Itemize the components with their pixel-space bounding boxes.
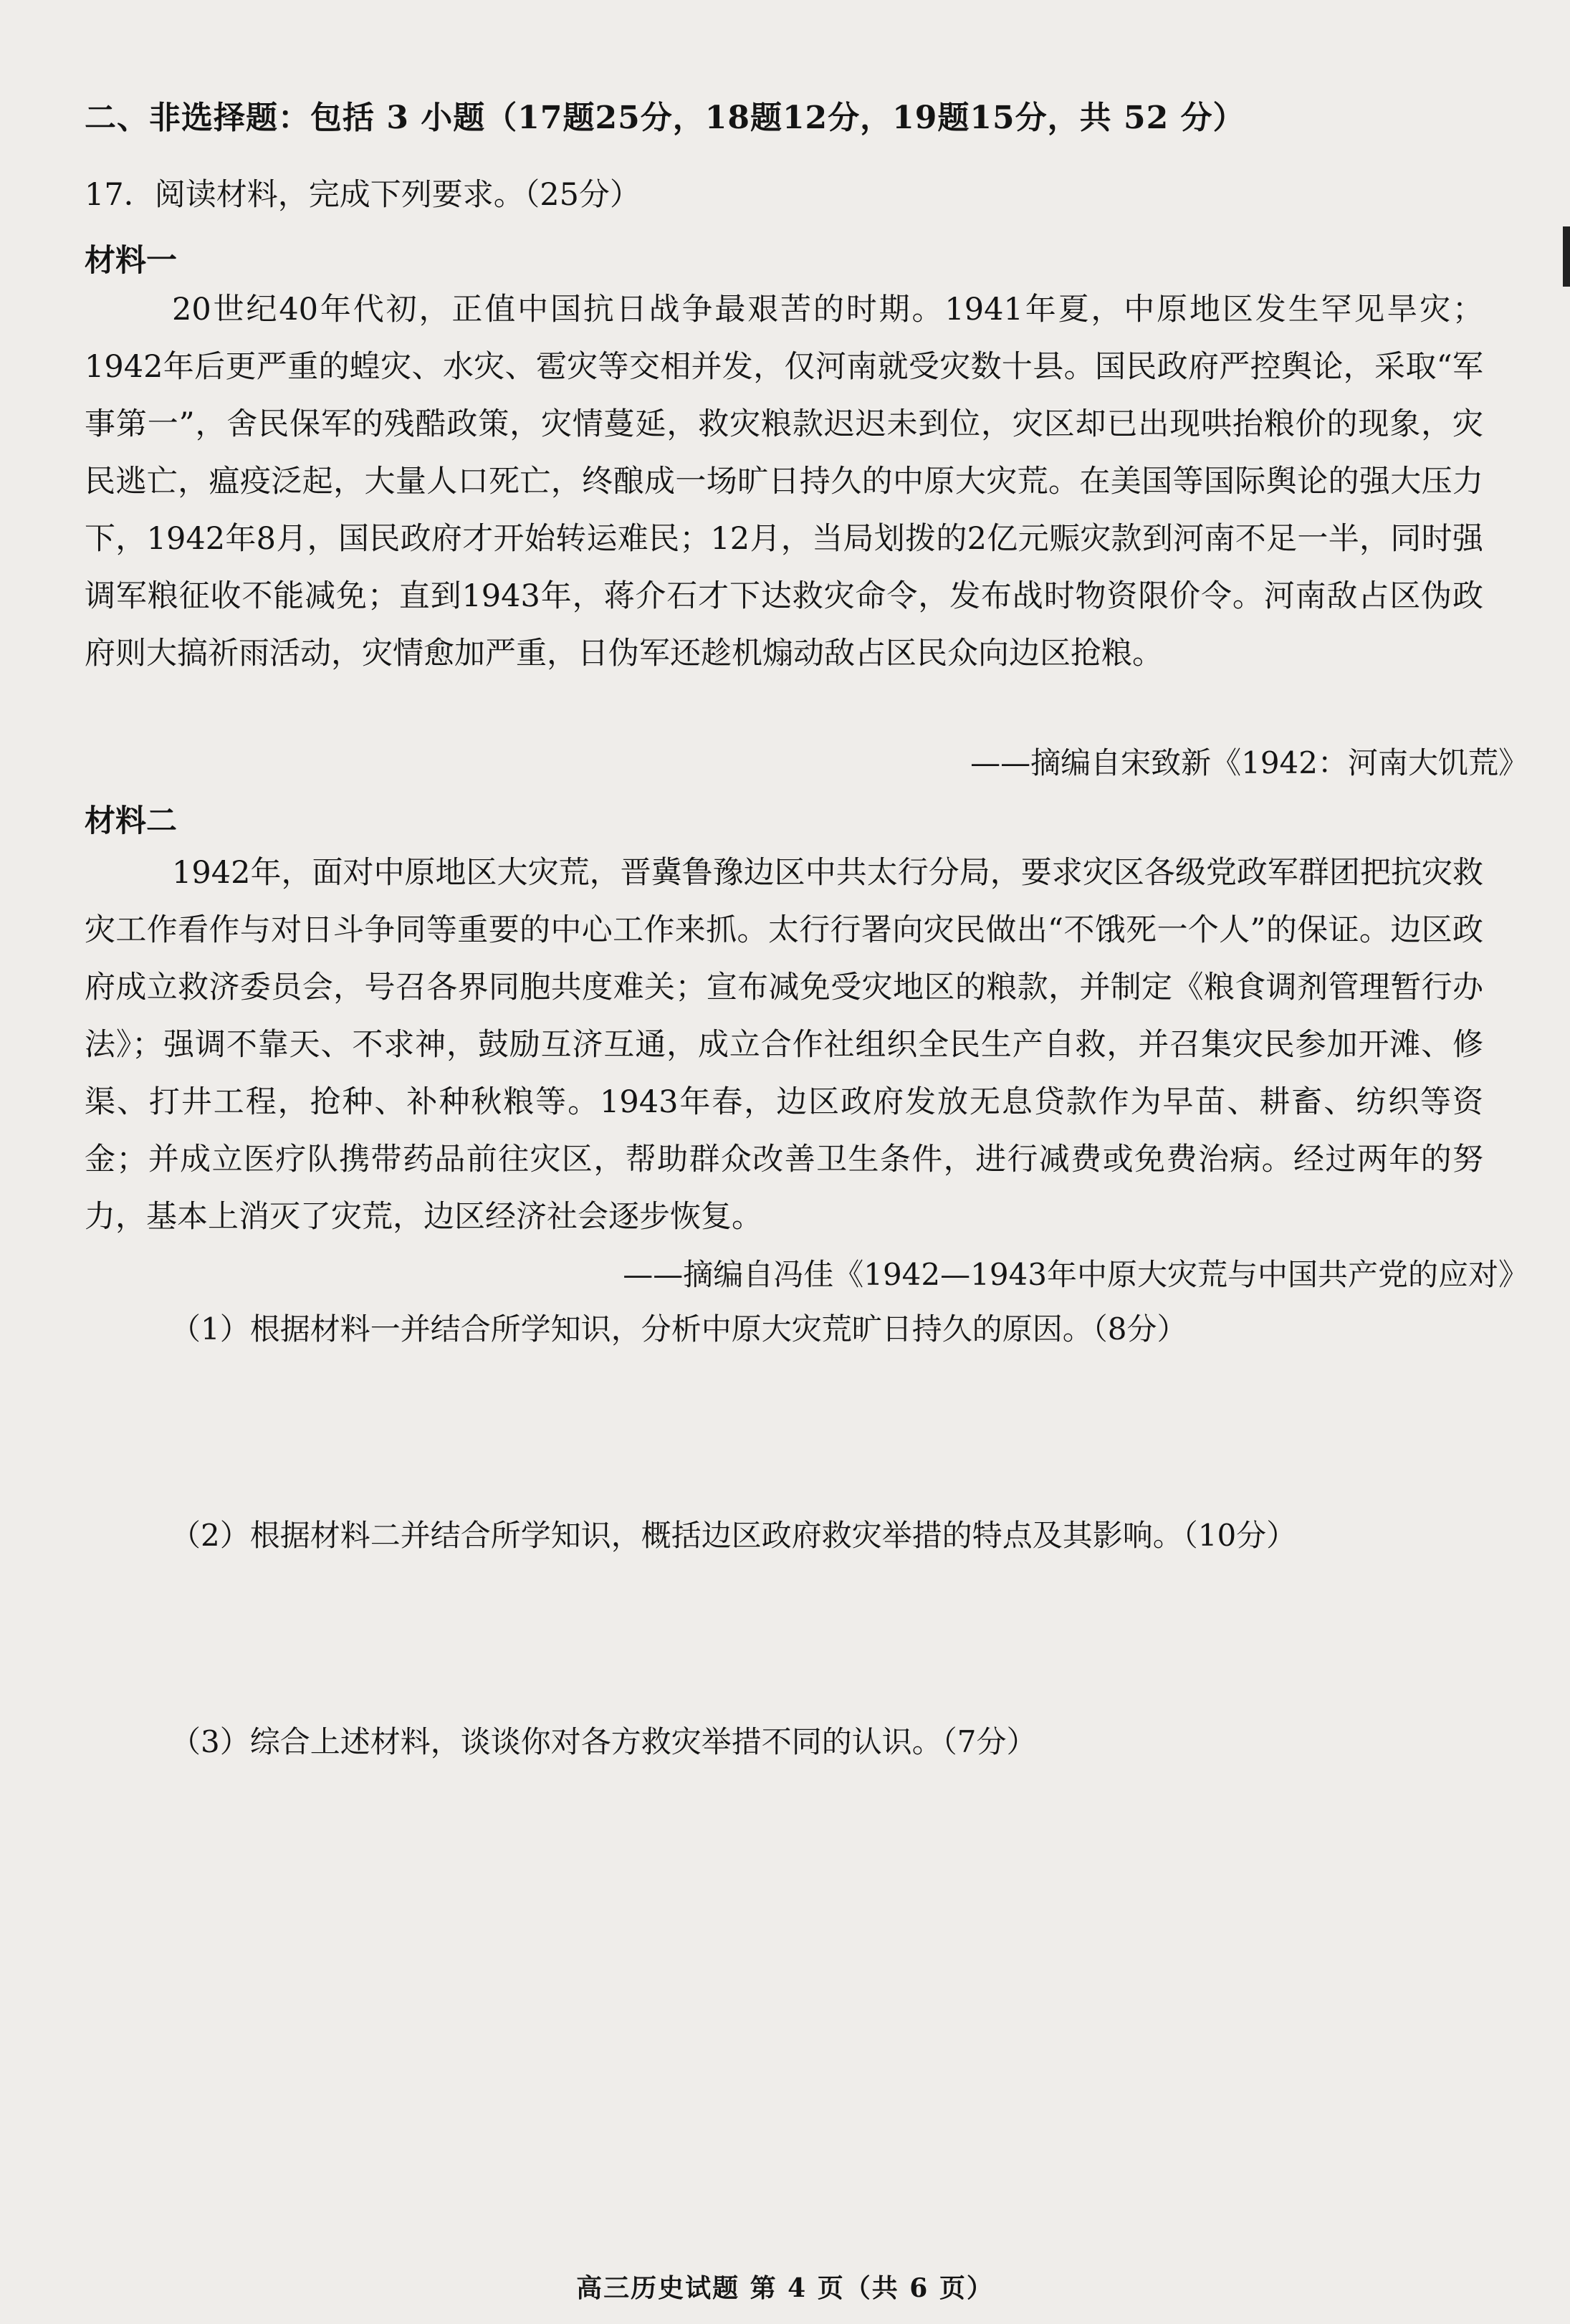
question-intro: 17．阅读材料，完成下列要求。（25分） xyxy=(85,177,641,213)
material-1-text: 20世纪40年代初，正值中国抗日战争最艰苦的时期。1941年夏，中原地区发生罕见旱灾；1942年后更严重的蝗灾、水灾、雹灾等交相并发，仅河南就受灾数十县。国民政府严控舆论，采取“军事第一”，舍民保军的残酷政策，灾情蔓延，救灾粮款迟迟未到位，灾区却已出现哄抬粮价的现象，灾民逃亡，瘟疫泛起，大量人口死亡，终酿成一场旷日持久的中原大灾荒。在美国等国际舆论的强大压力下，1942年8月，国民政府才开始转运难民；12月，当局划拨的2亿元赈灾款到河南不足一半，同时强调军粮征收不能减免；直到1943年，蒋介石才下达救灾命令，发布战时物资限价令。河南敌占区伪政府则大搞祈雨活动，灾情愈加严重，日伪军还趁机煽动敌占区民众向边区抢粮。 xyxy=(85,292,1483,671)
section-heading: 二、非选择题：包括 3 小题（17题25分，18题12分，19题15分，共 52 分） xyxy=(85,100,1245,136)
material-2-label: 材料二 xyxy=(85,803,177,839)
material-1-source: ——摘编自宋致新《1942：河南大饥荒》 xyxy=(970,745,1528,780)
scan-edge-mark xyxy=(1563,226,1570,287)
page-footer: 高三历史试题 第 4 页（共 6 页） xyxy=(576,2273,994,2303)
sub-question-2: （2）根据材料二并结合所学知识，概括边区政府救灾举措的特点及其影响。（10分） xyxy=(171,1518,1297,1553)
sub-question-1: （1）根据材料一并结合所学知识，分析中原大灾荒旷日持久的原因。（8分） xyxy=(171,1311,1187,1347)
material-2-source: ——摘编自冯佳《1942—1943年中原大灾荒与中国共产党的应对》 xyxy=(623,1257,1528,1292)
material-1-label: 材料一 xyxy=(85,243,177,279)
sub-question-3: （3）综合上述材料，谈谈你对各方救灾举措不同的认识。（7分） xyxy=(171,1724,1037,1759)
material-2-text: 1942年，面对中原地区大灾荒，晋冀鲁豫边区中共太行分局，要求灾区各级党政军群团把抗灾救灾工作看作与对日斗争同等重要的中心工作来抓。太行行署向灾民做出“不饿死一个人”的保证。边区政府成立救济委员会，号召各界同胞共度难关；宣布减免受灾地区的粮款，并制定《粮食调剂管理暂行办法》；强调不靠天、不求神，鼓励互济互通，成立合作社组织全民生产自救，并召集灾民参加开滩、修渠、打井工程，抢种、补种秋粮等。1943年春，边区政府发放无息贷款作为早苗、耕畜、纺织等资金；并成立医疗队携带药品前往灾区，帮助群众改善卫生条件，进行减费或免费治病。经过两年的努力，基本上消灭了灾荒，边区经济社会逐步恢复。 xyxy=(85,855,1483,1235)
